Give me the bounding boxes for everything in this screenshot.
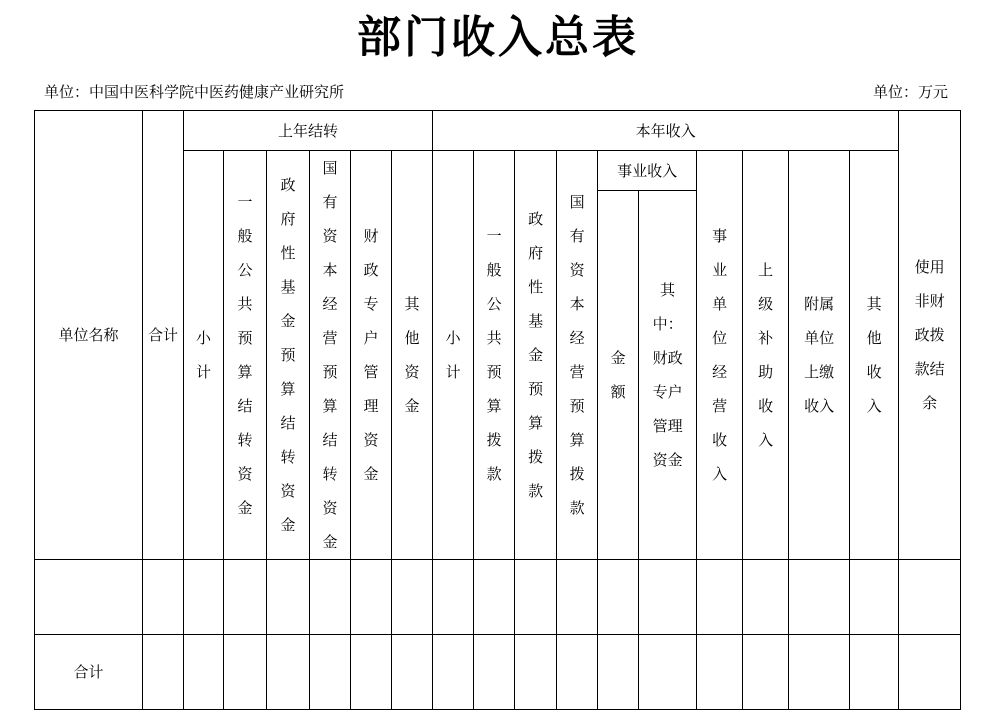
table-cell: [224, 635, 267, 710]
table-cell: [639, 635, 697, 710]
header-non-fiscal-balance: 使用 非财 政拨 款结 余: [899, 111, 961, 560]
header-ly-subtotal: 小 计: [184, 151, 224, 560]
table-cell: [35, 560, 143, 635]
header-this-year: 本年收入: [433, 111, 899, 151]
table-cell: [743, 635, 789, 710]
header-last-year: 上年结转: [184, 111, 433, 151]
header-unit-name: 单位名称: [35, 111, 143, 560]
header-affiliated-income: 附属 单位 上缴 收入: [789, 151, 850, 560]
table-cell: [899, 635, 961, 710]
table-cell: [639, 560, 697, 635]
header-ly-general-budget: 一 般 公 共 预 算 结 转 资 金: [224, 151, 267, 560]
total-label: 合计: [35, 635, 143, 710]
table-row: [35, 560, 961, 635]
table-cell: [789, 560, 850, 635]
page-title: 部门收入总表: [357, 12, 639, 63]
table-cell: [392, 560, 433, 635]
table-cell: [224, 560, 267, 635]
table-cell: [557, 635, 598, 710]
table-cell: [789, 635, 850, 710]
table-cell: [310, 560, 351, 635]
header-amount: 金 额: [598, 191, 639, 560]
header-business-income: 事业收入: [598, 151, 697, 191]
header-other-income: 其 他 收 入: [850, 151, 899, 560]
table-cell: [743, 560, 789, 635]
header-total: 合计: [143, 111, 184, 560]
table-cell: [598, 560, 639, 635]
header-ly-state-capital: 国 有 资 本 经 营 预 算 结 转 资 金: [310, 151, 351, 560]
header-ty-gov-fund: 政 府 性 基 金 预 算 拨 款: [515, 151, 557, 560]
table-cell: [515, 635, 557, 710]
table-cell: [515, 560, 557, 635]
header-of-which: 其 中： 财政 专户 管理 资金: [639, 191, 697, 560]
table-cell: [899, 560, 961, 635]
table-cell: [433, 635, 474, 710]
table-cell: [850, 560, 899, 635]
table-cell: [143, 635, 184, 710]
header-ty-state-capital: 国 有 资 本 经 营 预 算 拨 款: [557, 151, 598, 560]
header-ly-gov-fund: 政 府 性 基 金 预 算 结 转 资 金: [267, 151, 310, 560]
header-ly-other: 其 他 资 金: [392, 151, 433, 560]
currency-unit-label: 单位：万元: [872, 83, 948, 101]
table-cell: [598, 635, 639, 710]
table-cell: [697, 635, 743, 710]
table-cell: [474, 560, 515, 635]
header-ty-general-budget: 一 般 公 共 预 算 拨 款: [474, 151, 515, 560]
header-operating-income: 事 业 单 位 经 营 收 入: [697, 151, 743, 560]
header-ty-subtotal: 小 计: [433, 151, 474, 560]
table-cell: [557, 560, 598, 635]
total-row: [35, 635, 961, 710]
table-cell: [143, 560, 184, 635]
table-cell: [697, 560, 743, 635]
table-cell: [351, 560, 392, 635]
unit-label: 单位：中国中医科学院中医药健康产业研究所: [44, 83, 345, 101]
table-cell: [310, 635, 351, 710]
table-cell: [267, 560, 310, 635]
table-cell: [351, 635, 392, 710]
header-superior-subsidy: 上 级 补 助 收 入: [743, 151, 789, 560]
table-cell: [267, 635, 310, 710]
table-cell: [184, 560, 224, 635]
table-cell: [850, 635, 899, 710]
table-cell: [392, 635, 433, 710]
header-ly-fiscal-special: 财 政 专 户 管 理 资 金: [351, 151, 392, 560]
income-summary-table: [34, 110, 961, 710]
table-cell: [433, 560, 474, 635]
table-cell: [474, 635, 515, 710]
table-cell: [184, 635, 224, 710]
